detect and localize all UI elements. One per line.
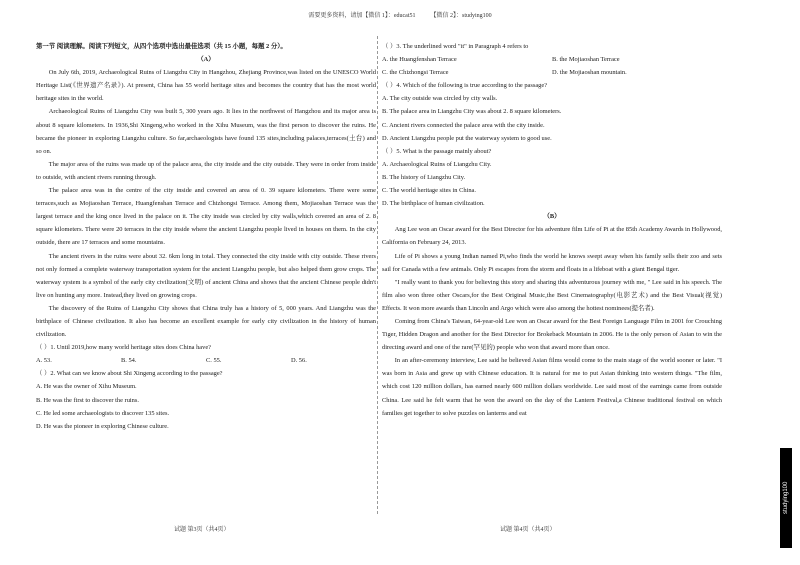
option: A. 53. [36, 357, 52, 365]
option: C. The world heritage sites in China. [382, 187, 476, 195]
paragraph: On July 6th, 2019, Archaeological Ruins of Liangzhu City in Hangzhou, Zhejiang Province,was listed on the UNESCO World Heritage List(《世界遗产名录》). At present, China has 55 world heritage sites and becomes the country that has the most world heritage sites in the world. [36, 69, 376, 103]
question-3-options [382, 66, 722, 79]
option: B. He was the first to discover the ruins. [36, 396, 139, 404]
paragraph: The palace area was in the centre of the city inside and covered an area of 0. 39 square kilometers. There were some terraces,such as Mojiaoshan Terrace, Huangfenshan Terrace and Chizhongsi Terrace. Among them, Mojiaoshan Terrace was the largest terrace and the king once lived in the palace on it. The city inside was circled by city walls,which covered an area of 2. 8 square kilometers. There were 20 terraces in the city inside where the ancient Liangzhu people lived in houses on them. In the city outside, there are 17 terraces and some mountains. [36, 187, 376, 247]
paragraph: Coming from China's Taiwan, 64-year-old Lee won an Oscar award for the Best Foreign Language Film in 2001 for Crouching Tiger, Hidden Dragon and another for the Best Director for Brokeback Mountain in 2006. He is the only person of Asian to win the directing award and one of the rare(罕见的) people who won that award more than once. [382, 317, 722, 352]
option: C. 55. [206, 357, 222, 365]
option: B. the Mojiaoshan Terrace [552, 56, 620, 64]
paragraph: "I really want to thank you for believing this story and sharing this adventurous journey with me, " Lee said in his speech. The film also won three other Oscars,for the Best Original Music,the Best Cinematography(电影艺术) and the Best Visual(视觉) Effects. It won more awards than Lincoln and Argo which were also among the hottest nominees(提名者). [382, 278, 722, 312]
paragraph: Ang Lee won an Oscar award for the Best Director for his adventure film Life of Pi at the 85th Academy Awards in Hollywood, California on February 24, 2013. [382, 226, 722, 247]
paragraph: In an after-ceremony interview, Lee said he believed Asian films would come to the main stage of the world sooner or later. "I was born in Asia and grew up with Chinese education. It is natural for me to put Asian thinking into western things. "The film, which cost 120 million dollars, has earned nearly 600 million dollars worldwide. Lee said most of the earnings came from outside China. Lee said he felt warm that he won the award on the day of the Lantern Festival,a Chinese traditional festival on which families get together to solve puzzles on lanterns and eat [382, 357, 722, 417]
right-column [382, 40, 722, 420]
option: B. The palace area in Liangzhu City was about 2. 8 square kilometers. [382, 108, 562, 116]
question-2: （ ）2. What can we know about Shi Xingeng according to the passage? [36, 370, 223, 378]
option: D. The birthplace of human civilization. [382, 200, 485, 208]
question-5: （ ）5. What is the passage mainly about? [382, 147, 492, 155]
side-watermark: studying100 [780, 448, 792, 548]
paragraph: The discovery of the Ruins of Liangzhu City shows that China truly has a history of 5, 000 years. And Liangzhu was the birthplace of Chinese civilization. It also has become an excellent example for early city civilization in the history of human civilization. [36, 304, 376, 339]
footer-left: 试题 第3页（共4页） [174, 527, 230, 533]
option: D. Ancient Liangzhu people put the waterway system to good use. [382, 134, 552, 142]
left-column [36, 40, 376, 433]
option: D. He was the pioneer in exploring Chinese culture. [36, 422, 169, 430]
question-3-options [382, 53, 722, 66]
option: C. the Chizhongsi Terrace [382, 69, 449, 77]
option: A. The city outside was circled by city walls. [382, 95, 498, 103]
option: D. the Mojiaoshan mountain. [552, 69, 627, 77]
paragraph: The ancient rivers in the ruins were about 32. 6km long in total. They connected the city inside with city outside. These rivers not only formed a complete waterway transportation system for the ancient Liangzhu people, but also helped them grow crops. The waterway system is a symbol of the early city civilization(文明) of ancient China and shows that the ancient Chinese people didn't live on hunting any more. Instead,they lived on growing crops. [36, 252, 376, 299]
passage-a-label: （A） [197, 56, 215, 64]
option: A. the Huangfenshan Terrace [382, 56, 457, 64]
option: C. Ancient rivers connected the palace area with the city inside. [382, 121, 545, 129]
section-title: 第一节 阅读理解。阅读下列短文，从四个选项中选出最佳选项（共 15 小题，每题 2 分）。 [36, 43, 287, 50]
question-1-options [36, 354, 376, 367]
question-3: （ ）3. The underlined word "it" in Paragraph 4 refers to [382, 43, 529, 50]
passage-b-label: （B） [543, 213, 561, 221]
question-4: （ ）4. Which of the following is true according to the passage? [382, 82, 548, 90]
footer-right: 试题 第4页（共4页） [500, 527, 556, 533]
paragraph: Archaeological Ruins of Liangzhu City was built 5, 300 years ago. It lies in the northwest of Hangzhou and its major area is about 8 square kilometers. In 1936,Shi Xingeng,who worked in the Xihu Museum, was the first person to discover the ruins. He became the pioneer in exploring Liangzhu culture. So far,archaeologists have found 135 sites,including palaces,terraces(土台) and so on. [36, 108, 376, 155]
page-header: 需要更多资料，请加【微信 1】：educat51 【微信 2】：studying100 [308, 13, 492, 19]
paragraph: The major area of the ruins was made up of the palace area, the city inside and the city outside. They were in order from inside to outside, with ancient rivers running through. [36, 160, 376, 181]
column-divider [377, 36, 378, 514]
paragraph: Life of Pi shows a young Indian named Pi,who finds the world he knows swept away when his family sells their zoo and sets sail for Canada with a few animals. Only Pi escapes from the storm and floats in a lifeboat with a giant Bengal tiger. [382, 252, 722, 273]
option: B. The history of Liangzhu City. [382, 173, 466, 181]
option: C. He led some archaeologists to discover 135 sites. [36, 409, 170, 417]
option: A. He was the owner of Xihu Museum. [36, 383, 137, 391]
option: A. Archaeological Ruins of Liangzhu City. [382, 160, 492, 168]
question-1: （ ）1. Until 2019,how many world heritage sites does China have? [36, 344, 211, 352]
option: B. 54. [121, 357, 137, 365]
option: D. 56. [291, 357, 307, 365]
